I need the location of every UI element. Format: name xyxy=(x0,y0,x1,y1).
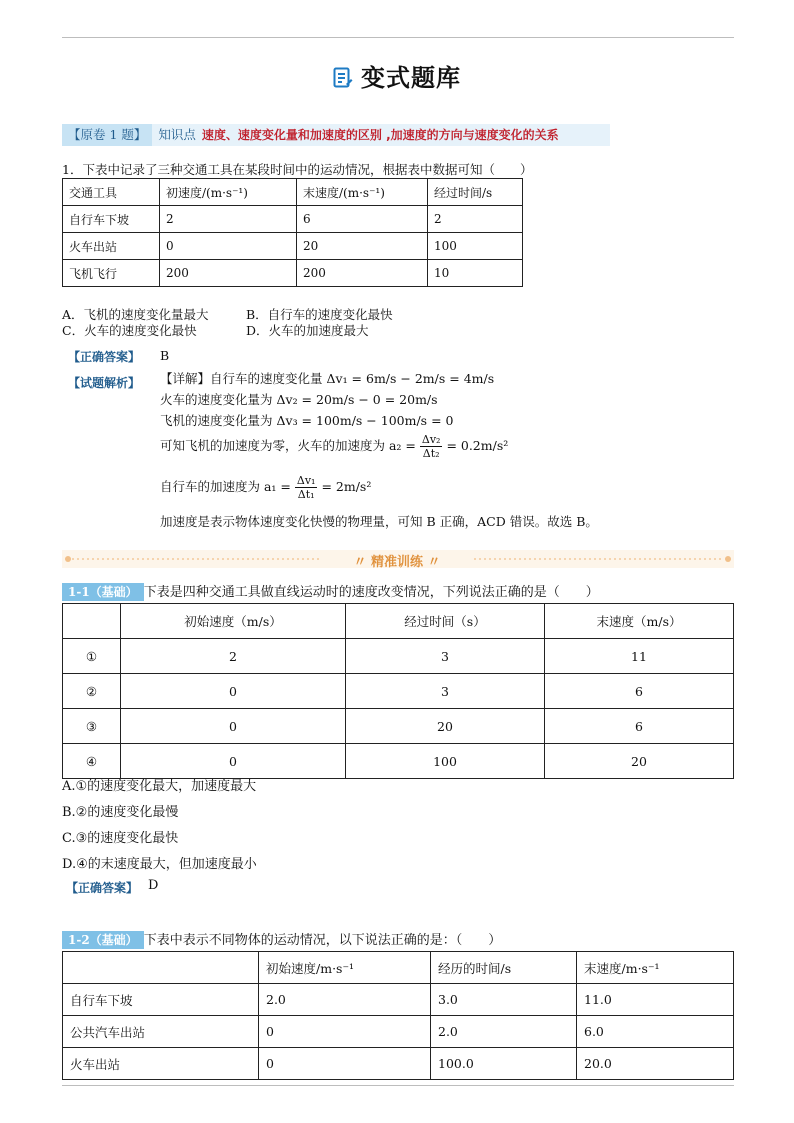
answer-value: B xyxy=(160,348,170,363)
table-cell: 6 xyxy=(545,674,734,709)
analysis-label: 【试题解析】 xyxy=(68,376,141,390)
table-cell: 11 xyxy=(545,639,734,674)
analysis-line-3: 飞机的速度变化量为 Δv₃ = 100m/s − 100m/s = 0 xyxy=(160,413,454,428)
section-title xyxy=(0,551,794,570)
table-cell: 20 xyxy=(545,744,734,779)
option-c: C.③的速度变化最快 xyxy=(62,831,179,846)
analysis-line-5-pre: 自行车的加速度为 a₁ = xyxy=(160,479,291,494)
option-d: D.④的末速度最大，但加速度最小 xyxy=(62,857,257,872)
table-row xyxy=(63,984,734,1016)
option-d: D．火车的加速度最大 xyxy=(246,323,369,338)
table-cell: 飞机飞行 xyxy=(63,260,160,287)
table-header-row xyxy=(63,179,523,206)
knowledge-label: 知识点 xyxy=(158,127,196,142)
table-header-cell: 初始速度/m·s⁻¹ xyxy=(259,952,431,984)
table-cell: 20.0 xyxy=(577,1048,734,1080)
section-title-text: 精准训练 xyxy=(370,555,423,570)
table-cell: 10 xyxy=(428,260,523,287)
table-cell: 0 xyxy=(259,1048,431,1080)
table-header-cell: 经历的时间/s xyxy=(431,952,577,984)
bottom-rule xyxy=(62,1085,734,1086)
table-row xyxy=(63,233,523,260)
option-a: A．飞机的速度变化量最大 xyxy=(62,307,209,322)
fraction-numerator: Δv₂ xyxy=(421,433,441,446)
question-text: 下表中表示不同物体的运动情况，以下说法正确的是：（ ） xyxy=(143,933,502,948)
table-cell: 6 xyxy=(297,206,428,233)
level-tag: 1-1（基础） xyxy=(62,583,144,601)
table-header-cell: 交通工具 xyxy=(63,179,160,206)
table-cell: 20 xyxy=(346,709,545,744)
table-cell: 自行车下坡 xyxy=(63,984,259,1016)
table-row xyxy=(63,639,734,674)
table-cell: ① xyxy=(63,639,121,674)
table-cell: 0 xyxy=(121,674,346,709)
analysis-line-5-post: = 2m/s² xyxy=(321,479,372,494)
original-question-tag: 【原卷 1 题】 xyxy=(62,124,152,146)
table-row xyxy=(63,709,734,744)
page-title-text: 变式题库 xyxy=(361,64,461,92)
original-question-text: 1．下表中记录了三种交通工具在某段时间中的运动情况，根据表中数据可知（ ） xyxy=(62,162,533,177)
fraction xyxy=(420,433,443,460)
question-1-2-header xyxy=(62,929,501,949)
option-a: A.①的速度变化最大，加速度最大 xyxy=(62,779,257,794)
table-header-cell: 末速度/m·s⁻¹ xyxy=(577,952,734,984)
table-cell: 2.0 xyxy=(259,984,431,1016)
table-cell: ④ xyxy=(63,744,121,779)
answer-label: 【正确答案】 xyxy=(68,350,141,364)
table-cell: 2.0 xyxy=(431,1016,577,1048)
table-header-cell: 末速度/(m·s⁻¹) xyxy=(297,179,428,206)
table-cell: 3.0 xyxy=(431,984,577,1016)
analysis-line-1: 【详解】自行车的速度变化量 Δv₁ = 6m/s − 2m/s = 4m/s xyxy=(160,371,495,386)
table-cell: 200 xyxy=(297,260,428,287)
table-cell: 0 xyxy=(160,233,297,260)
table-cell: 11.0 xyxy=(577,984,734,1016)
table-header-cell xyxy=(63,604,121,639)
table-cell: 0 xyxy=(121,709,346,744)
knowledge-topic: 速度、速度变化量和加速度的区别 ,加速度的方向与速度变化的关系 xyxy=(201,128,559,142)
table-cell: 20 xyxy=(297,233,428,260)
table-cell: 火车出站 xyxy=(63,1048,259,1080)
question-1-1-table xyxy=(62,603,734,779)
table-cell: 3 xyxy=(346,674,545,709)
table-cell: 100 xyxy=(428,233,523,260)
table-row xyxy=(63,260,523,287)
table-cell: 100.0 xyxy=(431,1048,577,1080)
table-cell: ② xyxy=(63,674,121,709)
answer-value: D xyxy=(148,878,159,893)
table-header-cell: 初速度/(m·s⁻¹) xyxy=(160,179,297,206)
knowledge-point-bar xyxy=(62,124,610,146)
table-cell: 火车出站 xyxy=(63,233,160,260)
table-cell: 2 xyxy=(160,206,297,233)
table-header-row xyxy=(63,604,734,639)
analysis-line-5 xyxy=(160,474,371,501)
fraction xyxy=(295,474,318,501)
table-cell: 100 xyxy=(346,744,545,779)
table-row xyxy=(63,744,734,779)
page-title xyxy=(0,58,794,95)
level-tag: 1-2（基础） xyxy=(62,931,144,949)
analysis-line-4-post: = 0.2m/s² xyxy=(446,438,509,453)
option-c: C．火车的速度变化最快 xyxy=(62,323,197,338)
table-cell: 2 xyxy=(428,206,523,233)
table-header-cell: 末速度（m/s） xyxy=(545,604,734,639)
question-text: 下表是四种交通工具做直线运动时的速度改变情况，下列说法正确的是（ ） xyxy=(143,585,599,600)
option-b: B.②的速度变化最慢 xyxy=(62,805,179,820)
analysis-line-6: 加速度是表示物体速度变化快慢的物理量，可知 B 正确，ACD 错误。故选 B。 xyxy=(160,514,598,529)
answer-label: 【正确答案】 xyxy=(66,881,139,895)
table-header-row xyxy=(63,952,734,984)
table-cell: 6.0 xyxy=(577,1016,734,1048)
table-row xyxy=(63,206,523,233)
table-row xyxy=(63,674,734,709)
quote-right-icon: 〃 xyxy=(423,555,441,570)
table-row xyxy=(63,1016,734,1048)
table-cell: 2 xyxy=(121,639,346,674)
table-header-cell: 经过时间/s xyxy=(428,179,523,206)
table-cell: 200 xyxy=(160,260,297,287)
top-rule xyxy=(62,37,734,38)
quote-left-icon: 〃 xyxy=(353,555,371,570)
table-cell: 3 xyxy=(346,639,545,674)
table-cell: 0 xyxy=(121,744,346,779)
table-header-cell: 初始速度（m/s） xyxy=(121,604,346,639)
table-cell: 公共汽车出站 xyxy=(63,1016,259,1048)
fraction-denominator: Δt₁ xyxy=(297,488,315,501)
table-cell: 6 xyxy=(545,709,734,744)
question-1-2-table xyxy=(62,951,734,1080)
fraction-numerator: Δv₁ xyxy=(296,474,316,487)
table-row xyxy=(63,1048,734,1080)
table-cell: 自行车下坡 xyxy=(63,206,160,233)
original-data-table xyxy=(62,178,523,287)
table-header-cell: 经过时间（s） xyxy=(346,604,545,639)
analysis-line-4-pre: 可知飞机的加速度为零，火车的加速度为 a₂ = xyxy=(160,438,416,453)
analysis-line-4 xyxy=(160,433,508,460)
table-header-cell xyxy=(63,952,259,984)
analysis-line-2: 火车的速度变化量为 Δv₂ = 20m/s − 0 = 20m/s xyxy=(160,392,438,407)
question-1-1-header xyxy=(62,581,599,601)
fraction-denominator: Δt₂ xyxy=(422,447,440,460)
table-cell: ③ xyxy=(63,709,121,744)
option-b: B．自行车的速度变化最快 xyxy=(246,307,393,322)
edit-document-icon xyxy=(333,67,353,95)
table-cell: 0 xyxy=(259,1016,431,1048)
